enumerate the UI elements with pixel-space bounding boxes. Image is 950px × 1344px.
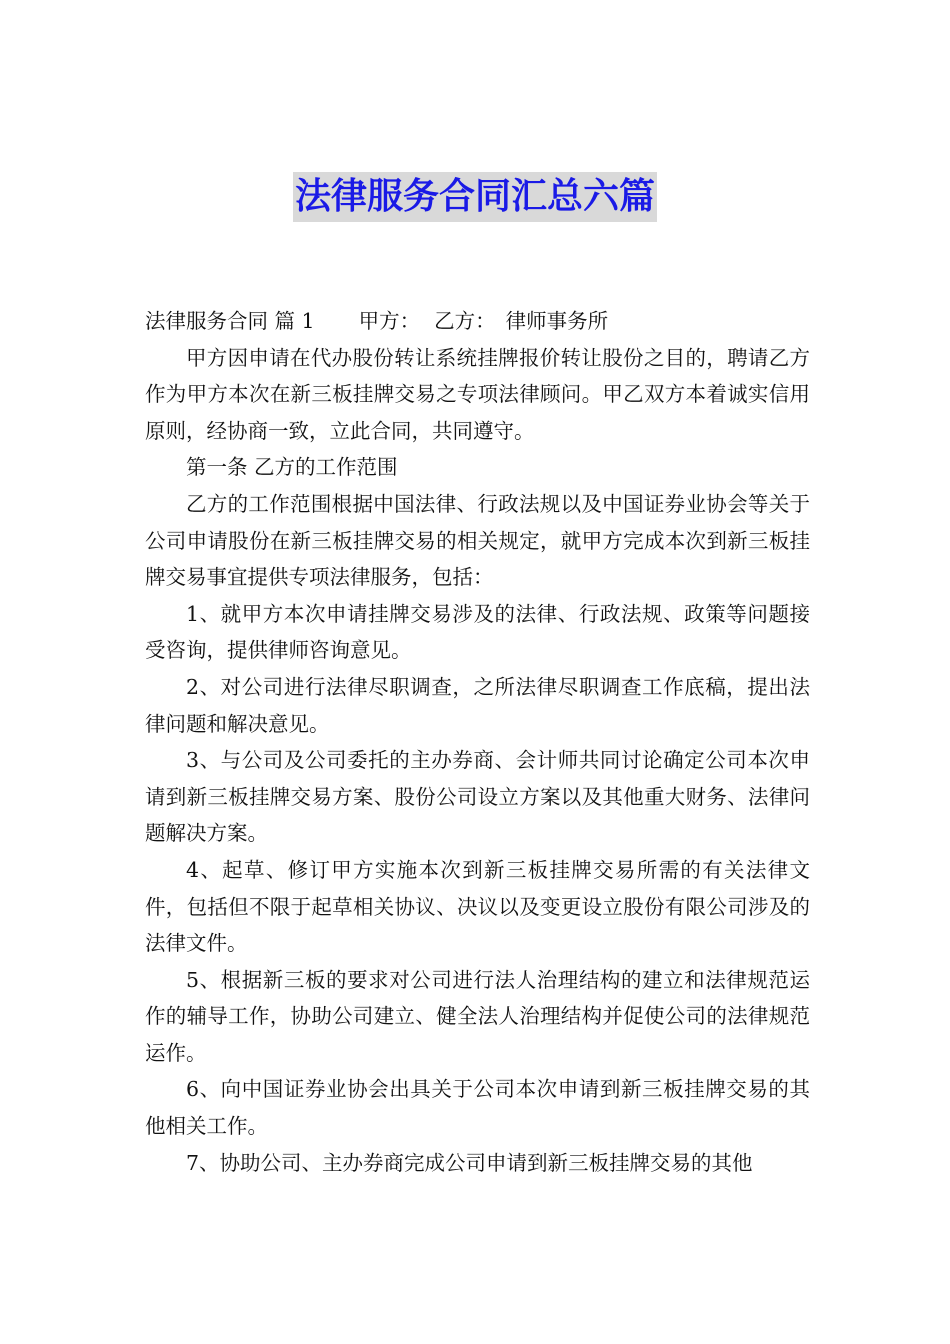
document-title-block — [0, 172, 950, 222]
law-firm-label: 律师事务所 — [505, 309, 609, 333]
list-item: 3、与公司及公司委托的主办券商、会计师共同讨论确定公司本次申请到新三板挂牌交易方案、股份公司设立方案以及其他重大财务、法律问题解决方案。 — [145, 748, 810, 846]
list-item: 2、对公司进行法律尽职调查，之所法律尽职调查工作底稿，提出法律问题和解决意见。 — [145, 674, 810, 736]
list-item: 7、协助公司、主办券商完成公司申请到新三板挂牌交易的其他 — [186, 1150, 753, 1175]
list-item: 6、向中国证券业协会出具关于公司本次申请到新三板挂牌交易的其他相关工作。 — [145, 1077, 810, 1139]
list-item: 1、就甲方本次申请挂牌交易涉及的法律、行政法规、政策等问题接受咨询，提供律师咨询意见。 — [145, 601, 810, 663]
list-item: 4、起草、修订甲方实施本次到新三板挂牌交易所需的有关法律文件，包括但不限于起草相关协议、决议以及变更设立股份有限公司涉及的法律文件。 — [145, 857, 810, 956]
party-b-label: 乙方： — [434, 309, 496, 333]
paragraph-scope: 乙方的工作范围根据中国法律、行政法规以及中国证券业协会等关于公司申请股份在新三板挂牌交易的相关规定，就甲方完成本次到新三板挂牌交易事宜提供专项法律服务，包括： — [145, 491, 810, 590]
contract-header-line — [145, 303, 810, 340]
article-heading: 第一条 乙方的工作范围 — [186, 455, 398, 480]
list-item: 5、根据新三板的要求对公司进行法人治理结构的建立和法律规范运作的辅导工作，协助公司建立、健全法人治理结构并促使公司的法律规范运作。 — [145, 967, 810, 1065]
document-title: 法律服务合同汇总六篇 — [293, 172, 657, 222]
section-heading: 法律服务合同 篇 1 — [145, 309, 315, 333]
party-a-label: 甲方： — [358, 309, 421, 333]
document-body — [145, 303, 810, 1181]
paragraph-purpose: 甲方因申请在代办股份转让系统挂牌报价转让股份之目的，聘请乙方作为甲方本次在新三板挂牌交易之专项法律顾问。甲乙双方本着诚实信用原则，经协商一致，立此合同，共同遵守。 — [145, 345, 810, 443]
